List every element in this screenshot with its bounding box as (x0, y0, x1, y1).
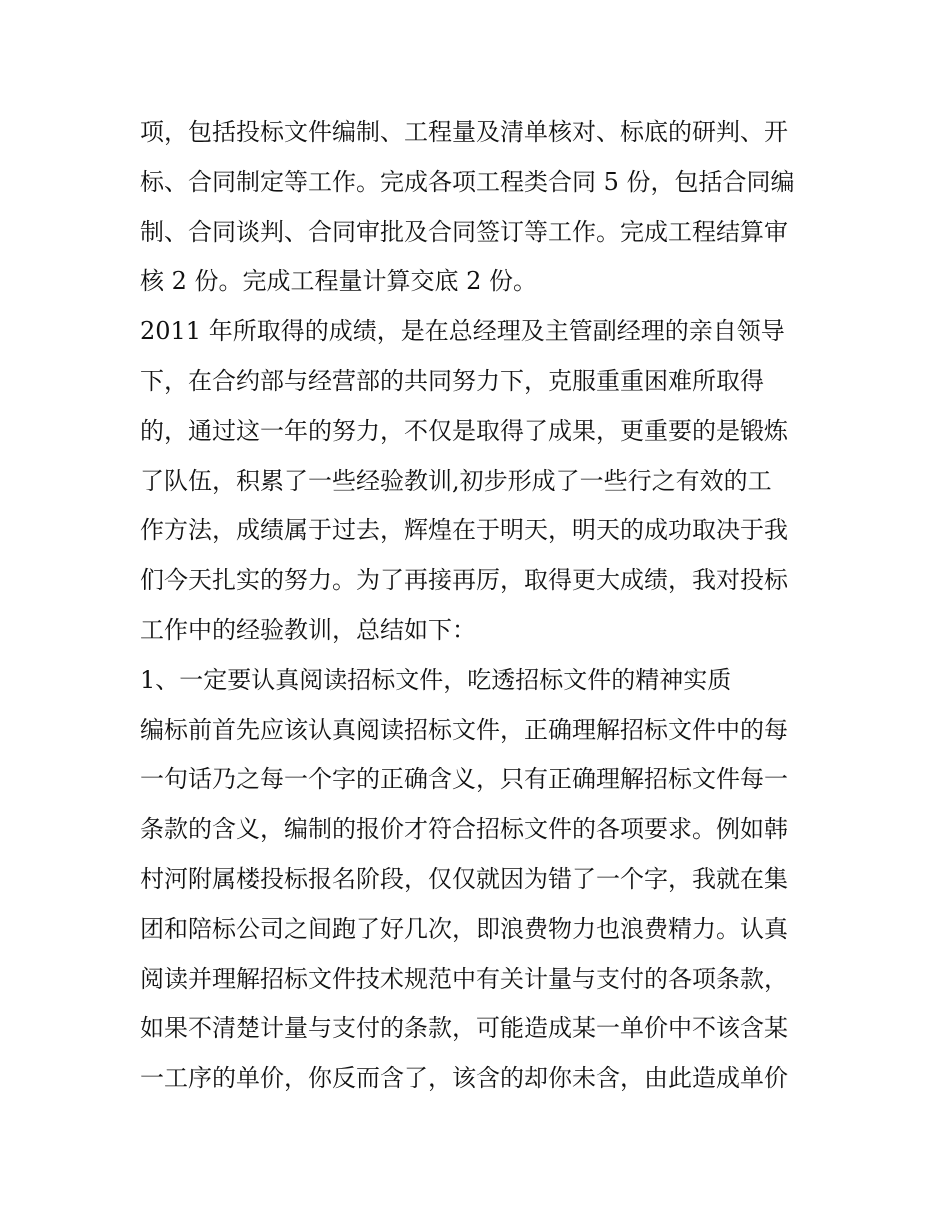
text-line: 条款的含义，编制的报价才符合招标文件的各项要求。例如韩 (140, 815, 788, 844)
text-line: 2011 年所取得的成绩，是在总经理及主管副经理的亲自领导 (140, 317, 785, 346)
text-line: 下，在合约部与经营部的共同努力下，克服重重困难所取得 (140, 366, 764, 395)
text-line: 工作中的经验教训，总结如下： (140, 615, 476, 644)
section-heading: 1、一定要认真阅读招标文件，吃透招标文件的精神实质 (140, 665, 732, 694)
text-line: 标、合同制定等工作。完成各项工程类合同 5 份，包括合同编 (140, 167, 795, 196)
text-line: 村河附属楼投标报名阶段，仅仅就因为错了一个字，我就在集 (140, 864, 788, 893)
text-line: 核 2 份。完成工程量计算交底 2 份。 (140, 267, 538, 296)
text-line: 们今天扎实的努力。为了再接再厉，取得更大成绩，我对投标 (140, 566, 788, 595)
text-line: 项，包括投标文件编制、工程量及清单核对、标底的研判、开 (140, 118, 788, 146)
text-line: 一工序的单价，你反而含了，该含的却你未含，由此造成单价 (140, 1064, 788, 1093)
text-line: 作方法，成绩属于过去，辉煌在于明天，明天的成功取决于我 (140, 516, 788, 545)
text-line: 制、合同谈判、合同审批及合同签订等工作。完成工程结算审 (140, 217, 788, 246)
text-line: 一句话乃之每一个字的正确含义，只有正确理解招标文件每一 (140, 765, 788, 794)
text-line: 的，通过这一年的努力，不仅是取得了成果，更重要的是锻炼 (140, 416, 788, 445)
text-line: 团和陪标公司之间跑了好几次，即浪费物力也浪费精力。认真 (140, 914, 788, 943)
document-body (140, 108, 820, 1104)
text-line: 编标前首先应该认真阅读招标文件，正确理解招标文件中的每 (140, 715, 788, 744)
text-line: 阅读并理解招标文件技术规范中有关计量与支付的各项条款， (140, 964, 788, 993)
text-line: 了队伍，积累了一些经验教训,初步形成了一些行之有效的工 (140, 466, 772, 495)
text-line: 如果不清楚计量与支付的条款，可能造成某一单价中不该含某 (140, 1014, 788, 1043)
